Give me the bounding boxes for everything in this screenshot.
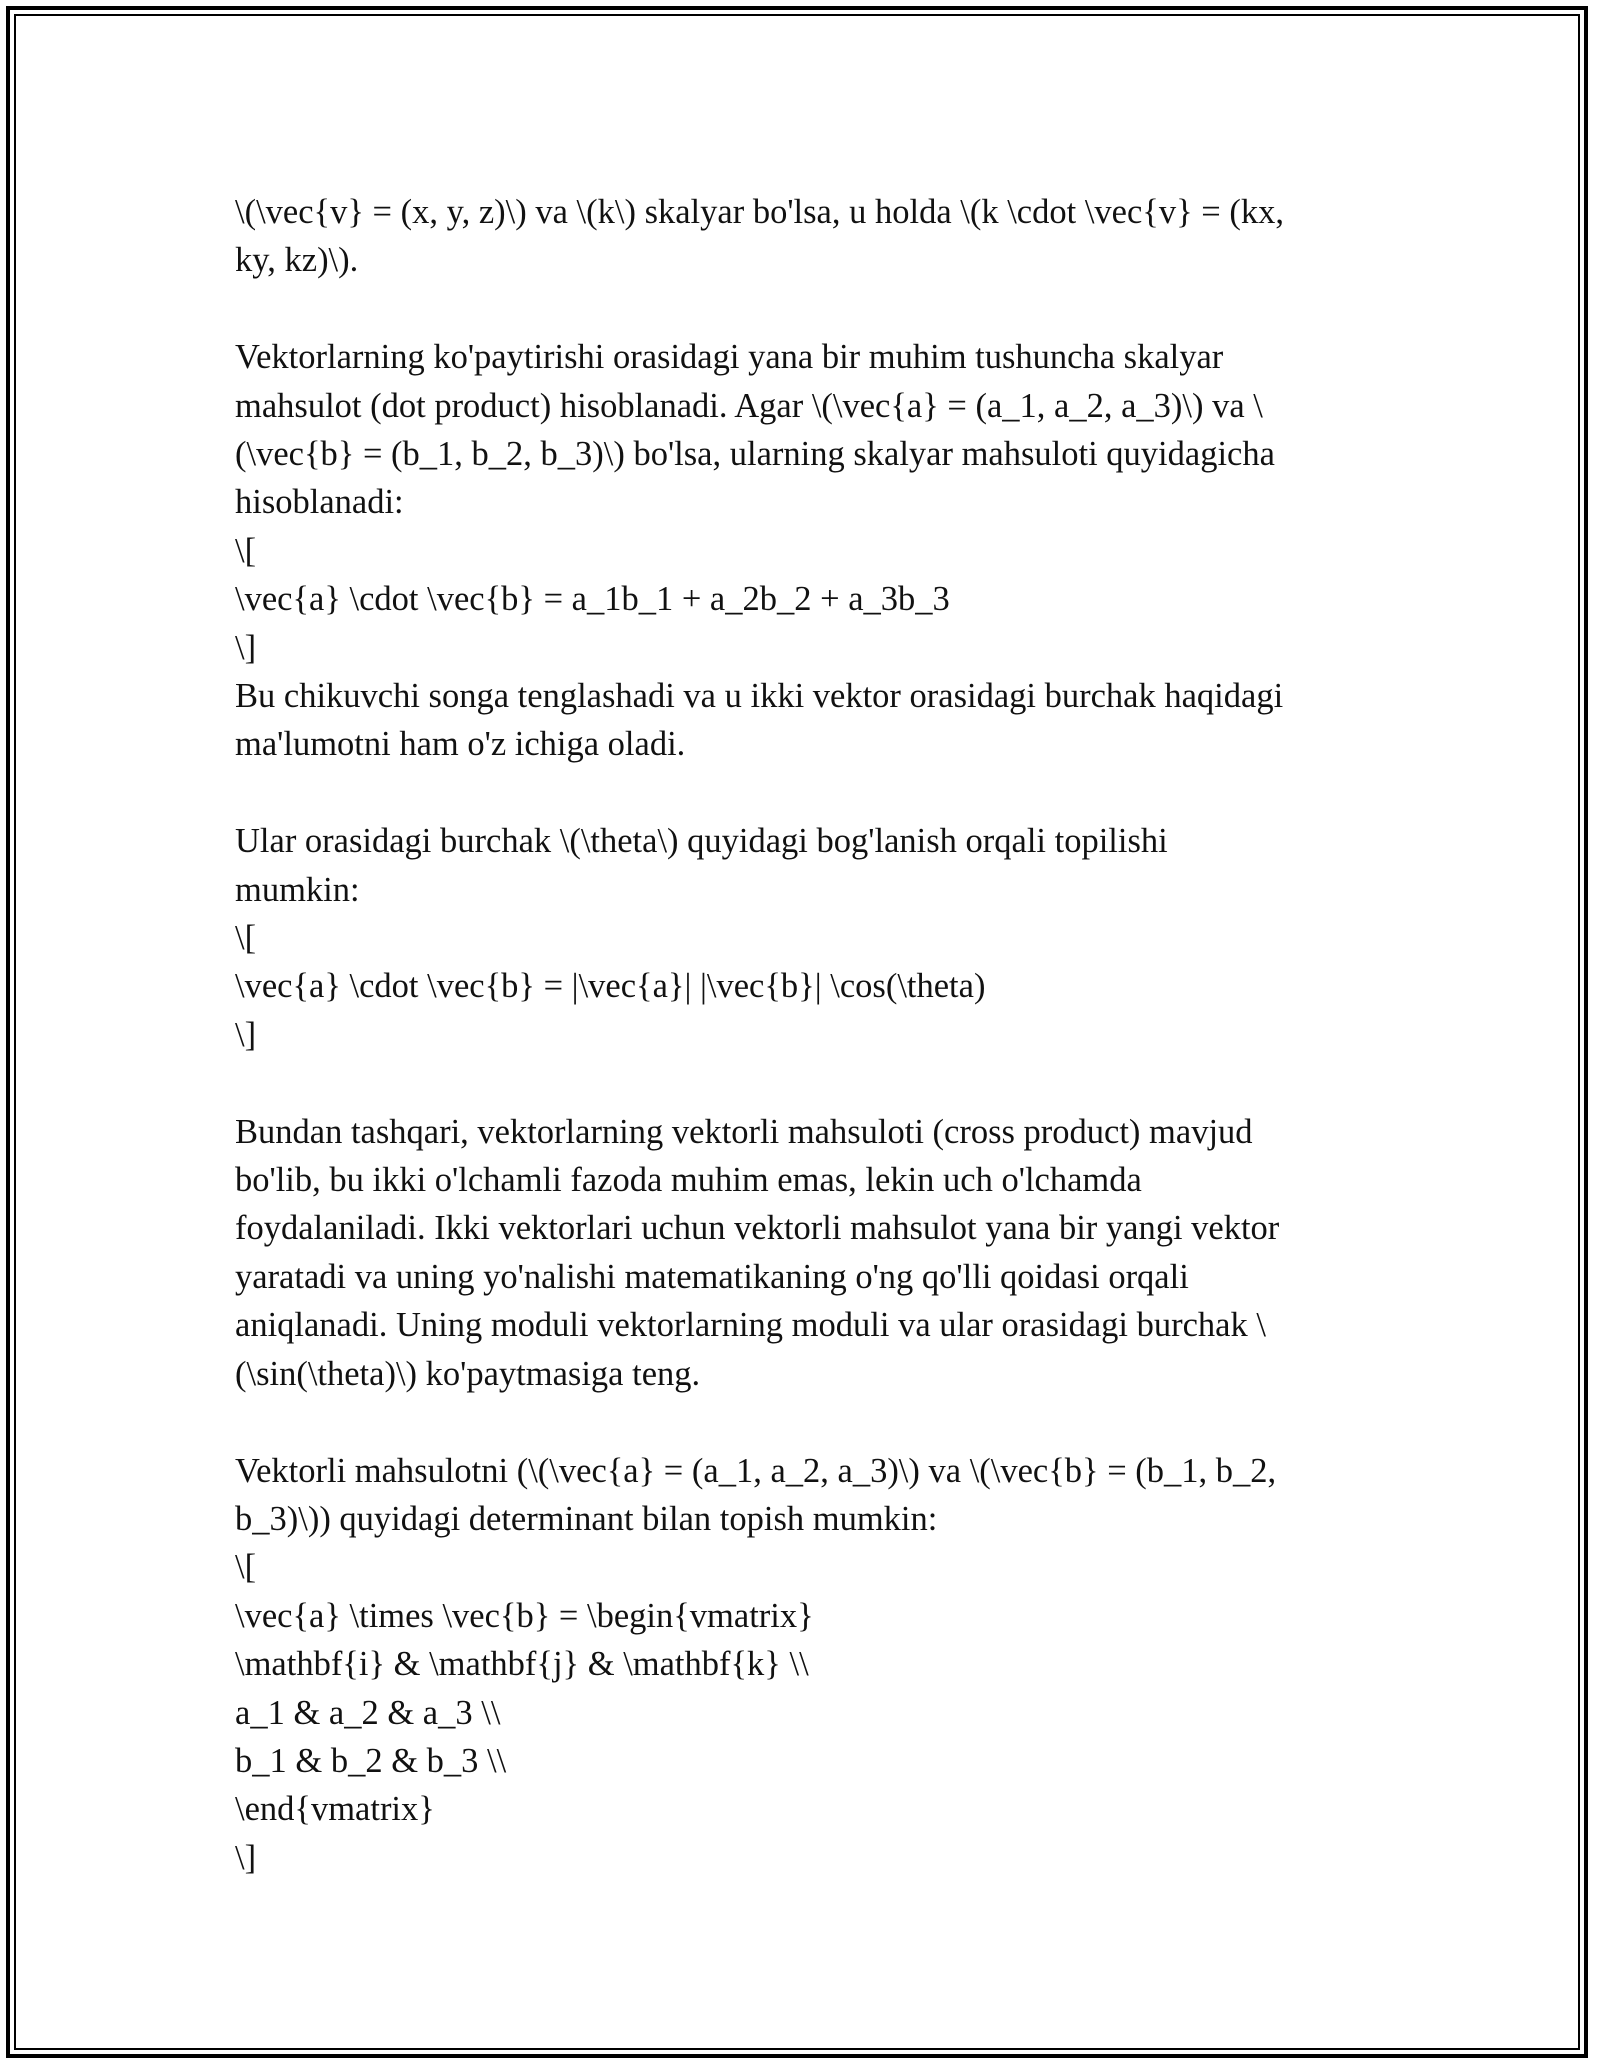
text-line: hisoblanadi: <box>235 483 404 522</box>
formula-line: \vec{a} \times \vec{b} = \begin{vmatrix} <box>235 1596 814 1635</box>
text-line: Vektorlarning ko'paytirishi orasidagi yana bir muhim tushuncha skalyar <box>235 338 1224 377</box>
formula-line: a_1 & a_2 & a_3 \\ <box>235 1693 501 1732</box>
text-line: Vektorli mahsulotni (\(\vec{a} = (a_1, a_2, a_3)\) va \(\vec{b} = (b_1, b_2, <box>235 1451 1277 1490</box>
formula-line: \end{vmatrix} <box>235 1790 435 1829</box>
text-line: (\vec{b} = (b_1, b_2, b_3)\) bo'lsa, ularning skalyar mahsuloti quyidagicha <box>235 435 1275 474</box>
paragraph-cross-product <box>235 1108 1365 1398</box>
text-line: Bundan tashqari, vektorlarning vektorli mahsuloti (cross product) mavjud <box>235 1112 1253 1151</box>
formula-open: \[ <box>235 531 257 570</box>
text-line: Ular orasidagi burchak \(\theta\) quyidagi bog'lanish orqali topilishi <box>235 822 1168 861</box>
formula-close: \] <box>235 1015 257 1054</box>
formula-line: \vec{a} \cdot \vec{b} = a_1b_1 + a_2b_2 + a_3b_3 <box>235 580 950 619</box>
text-line: (\sin(\theta)\) ko'paytmasiga teng. <box>235 1354 701 1393</box>
text-line: mahsulot (dot product) hisoblanadi. Agar \(\vec{a} = (a_1, a_2, a_3)\) va \ <box>235 386 1263 425</box>
text-line: aniqlanadi. Uning moduli vektorlarning moduli va ular orasidagi burchak \ <box>235 1306 1266 1345</box>
text-line: ky, kz)\). <box>235 241 359 280</box>
formula-open: \[ <box>235 919 257 958</box>
text-line: b_3)\)) quyidagi determinant bilan topish mumkin: <box>235 1499 938 1538</box>
text-line: mumkin: <box>235 870 360 909</box>
paragraph-scalar-multiplication <box>235 188 1365 285</box>
formula-line: b_1 & b_2 & b_3 \\ <box>235 1741 507 1780</box>
formula-close: \] <box>235 628 257 667</box>
text-line: Bu chikuvchi songa tenglashadi va u ikki vektor orasidagi burchak haqidagi <box>235 677 1284 716</box>
text-line: bo'lib, bu ikki o'lchamli fazoda muhim emas, lekin uch o'lchamda <box>235 1161 1142 1200</box>
document-body <box>235 188 1365 1882</box>
text-line: foydalaniladi. Ikki vektorlari uchun vektorli mahsulot yana bir yangi vektor <box>235 1209 1280 1248</box>
formula-line: \vec{a} \cdot \vec{b} = |\vec{a}| |\vec{b}| \cos(\theta) <box>235 967 986 1006</box>
formula-close: \] <box>235 1838 257 1877</box>
text-line: \(\vec{v} = (x, y, z)\) va \(k\) skalyar bo'lsa, u holda \(k \cdot \vec{v} = (kx, <box>235 193 1284 231</box>
text-line: ma'lumotni ham o'z ichiga oladi. <box>235 725 686 764</box>
paragraph-determinant <box>235 1447 1365 1883</box>
paragraph-angle-theta <box>235 817 1365 1059</box>
formula-open: \[ <box>235 1548 257 1587</box>
paragraph-dot-product <box>235 333 1365 769</box>
formula-line: \mathbf{i} & \mathbf{j} & \mathbf{k} \\ <box>235 1645 809 1684</box>
text-line: yaratadi va uning yo'nalishi matematikaning o'ng qo'lli qoidasi orqali <box>235 1257 1189 1296</box>
